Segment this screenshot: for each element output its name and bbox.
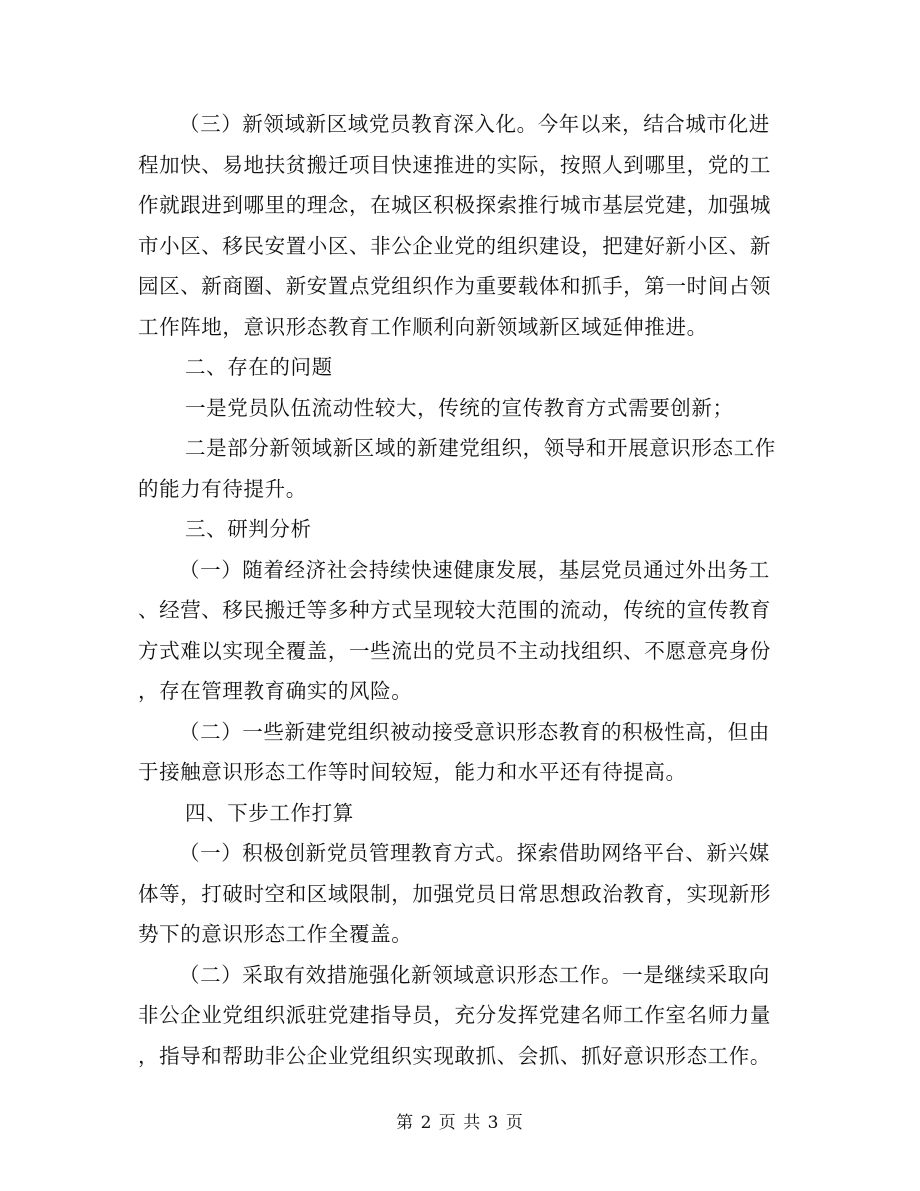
paragraph-line: 、经营、移民搬迁等多种方式呈现较大范围的流动，传统的宣传教育 [138, 598, 771, 622]
paragraph-line: 体等，打破时空和区域限制，加强党员日常思想政治教育，实现新形 [138, 881, 771, 906]
paragraph-line: 市小区、移民安置小区、非公企业党的组织建设，把建好新小区、新 [138, 233, 771, 258]
section-heading: 三、研判分析 [185, 517, 312, 541]
paragraph-line: 的能力有待提升。 [138, 476, 307, 501]
paragraph-line: （二）采取有效措施强化新领域意识形态工作。一是继续采取向 [179, 962, 770, 987]
paragraph-line: （一）积极创新党员管理教育方式。探索借助网络平台、新兴媒 [179, 841, 770, 865]
paragraph-line: 于接触意识形态工作等时间较短，能力和水平还有待提高。 [138, 760, 687, 784]
paragraph-line: 作就跟进到哪里的理念，在城区积极探索推行城市基层党建，加强城 [138, 193, 771, 217]
paragraph-line: （三）新领域新区域党员教育深入化。今年以来，结合城市化进 [179, 112, 770, 136]
paragraph-line: 非公企业党组织派驻党建指导员，充分发挥党建名师工作室名师力量 [138, 1003, 771, 1027]
paragraph-line: ，存在管理教育确实的风险。 [138, 679, 413, 703]
paragraph-line: 势下的意识形态工作全覆盖。 [138, 922, 413, 946]
paragraph-line: 方式难以实现全覆盖，一些流出的党员不主动找组织、不愿意亮身份 [138, 638, 771, 663]
paragraph-line: （二）一些新建党组织被动接受意识形态教育的积极性高，但由 [179, 719, 770, 744]
paragraph-line: 园区、新商圈、新安置点党组织作为重要载体和抓手，第一时间占领 [138, 274, 771, 298]
paragraph-line: ，指导和帮助非公企业党组织实现敢抓、会抓、抓好意识形态工作。 [138, 1043, 771, 1068]
paragraph-line: 程加快、易地扶贫搬迁项目快速推进的实际，按照人到哪里，党的工 [138, 152, 771, 177]
document-body [138, 104, 778, 1076]
paragraph-line: 工作阵地，意识形态教育工作顺利向新领域新区域延伸推进。 [138, 314, 708, 339]
page-footer: 第 2 页 共 3 页 [396, 1113, 524, 1133]
section-heading: 四、下步工作打算 [185, 800, 354, 825]
paragraph-line: （一）随着经济社会持续快速健康发展，基层党员通过外出务工 [179, 557, 770, 582]
paragraph-line: 一是党员队伍流动性较大，传统的宣传教育方式需要创新； [185, 395, 734, 420]
paragraph-line: 二是部分新领域新区域的新建党组织，领导和开展意识形态工作 [185, 436, 776, 460]
section-heading: 二、存在的问题 [185, 355, 333, 379]
